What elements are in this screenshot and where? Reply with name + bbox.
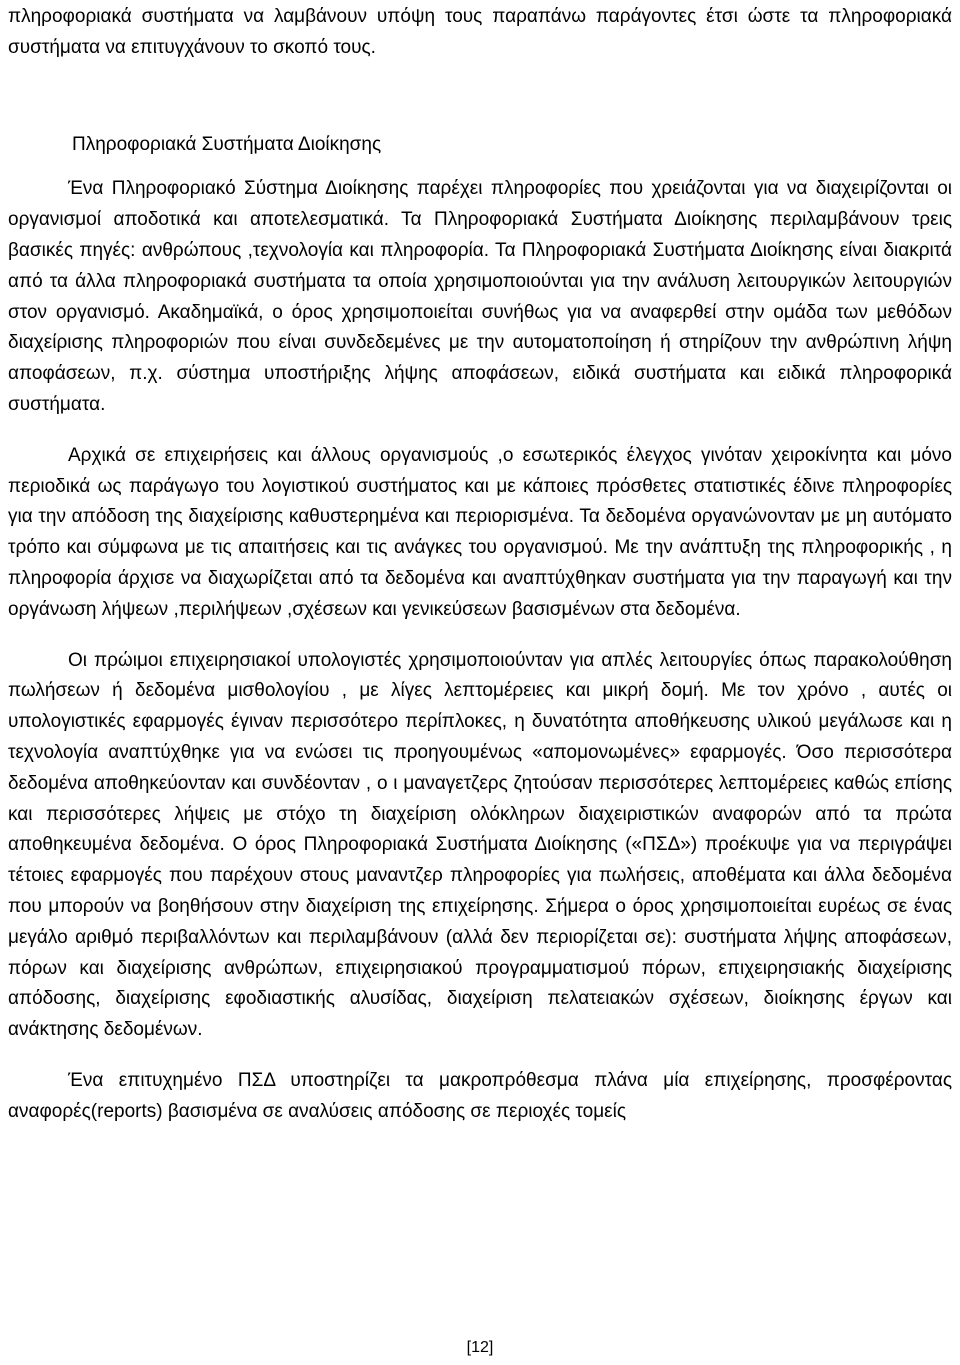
paragraph-4: Ένα επιτυχημένο ΠΣΔ υποστηρίζει τα μακροπρόθεσμα πλάνα μία επιχείρησης, προσφέροντας αναφορές(reports) βασισμένα σε αναλύσεις απόδοσης σε περιοχές τομείς	[8, 1069, 952, 1122]
section-heading: Πληροφοριακά Συστήματα Διοίκησης	[72, 133, 382, 155]
page-number: [12]	[466, 1339, 494, 1356]
intro-paragraph: πληροφοριακά συστήματα να λαμβάνουν υπόψη τους παραπάνω παράγοντες έτσι ώστε τα πληροφοριακά συστήματα να επιτυγχάνουν το σκοπό τους.	[8, 6, 952, 58]
paragraph-1: Ένα Πληροφοριακό Σύστημα Διοίκησης παρέχει πληροφορίες που χρειάζονται για να διαχειρίζονται οι οργανισμοί αποδοτικά και αποτελεσματικά. Τα Πληροφοριακά Συστήματα Διοίκησης περιλαμβάνουν τρεις βασικές πηγές: ανθρώπους ,τεχνολογία και πληροφορία. Τα Πληροφοριακά Συστήματα Διοίκησης είναι διακριτά από τα άλλα πληροφοριακά συστήματα τα οποία χρησιμοποιούνται για την ανάλυση λειτουργικών λειτουργιών στον οργανισμό. Ακαδημαϊκά, ο όρος χρησιμοποιείται συνήθως για να αναφερθεί στην ομάδα των μεθόδων διαχείρισης πληροφοριών που είναι συνδεδεμένες με την αυτοματοποίηση ή στηρίζουν την ανθρώπινη λήψη αποφάσεων, π.χ. σύστημα υποστήριξης λήψης αποφάσεων, ειδικά συστήματα και ειδικά πληροφορικά συστήματα.	[8, 178, 952, 415]
paragraph-3: Οι πρώιμοι επιχειρησιακοί υπολογιστές χρησιμοποιούνταν για απλές λειτουργίες όπως παρακολούθηση πωλήσεων ή δεδομένα μισθολογίου , με λίγες λεπτομέρειες και μικρή δομή. Με τον χρόνο , αυτές οι υπολογιστικές εφαρμογές έγιναν περισσότερο περίπλοκες, η δυνατότητα αποθήκευσης υλικού μεγάλωσε και η τεχνολογία αναπτύχθηκε για να ενώσει τις προηγουμένως «απομονωμένες» εφαρμογές. Όσο περισσότερα δεδομένα αποθηκεύονταν και συνδέονταν , ο ι μαναγετζερς ζητούσαν περισσότερες λεπτομέρειες καθώς επίσης και περισσότερες λήψεις με στόχο τη διαχείριση ολόκληρων διαχειριστικών αναφορών από τα πρώτα αποθηκευμένα δεδομένα. Ο όρος Πληροφοριακά Συστήματα Διοίκησης («ΠΣΔ») προέκυψε για να περιγράψει τέτοιες εφαρμογές που παρέχουν στους μαναντζερ πληροφορίες για πωλήσεις, αποθέματα και άλλα δεδομένα που μπορούν να βοηθήσουν στην διαχείριση της επιχείρησης. Σήμερα ο όρος χρησιμοποιείται ευρέως σε ένας μεγάλο αριθμό περιβαλλόντων και περιλαμβάνουν (αλλά δεν περιορίζεται σε): συστήματα λήψης αποφάσεων, πόρων και διαχείρισης ανθρώπων, επιχειρησιακού προγραμματισμού πόρων, επιχειρησιακής διαχείρισης απόδοσης, διαχείρισης εφοδιαστικής αλυσίδας, διαχείριση πελατειακών σχέσεων, διοίκησης έργων και ανάκτησης δεδομένων.	[8, 649, 952, 1041]
paragraph-2: Αρχικά σε επιχειρήσεις και άλλους οργανισμούς ,ο εσωτερικός έλεγχος γινόταν χειροκίνητα και μόνο περιοδικά ως παράγωγο του λογιστικού συστήματος και με κάποιες πρόσθετες στατιστικές έδινε πληροφορίες για την απόδοση της διαχείρισης καθυστερημένα και περιορισμένα. Τα δεδομένα οργανώνονταν με μη αυτόματο τρόπο και σύμφωνα με τις απαιτήσεις και τις ανάγκες του οργανισμού. Με την ανάπτυξη της πληροφορικής , η πληροφορία άρχισε να διαχωρίζεται από τα δεδομένα και αναπτύχθηκαν συστήματα για την παραγωγή και την οργάνωση λήψεων ,περιλήψεων ,σχέσεων και γενικεύσεων βασισμένων στα δεδομένα.	[8, 444, 952, 620]
